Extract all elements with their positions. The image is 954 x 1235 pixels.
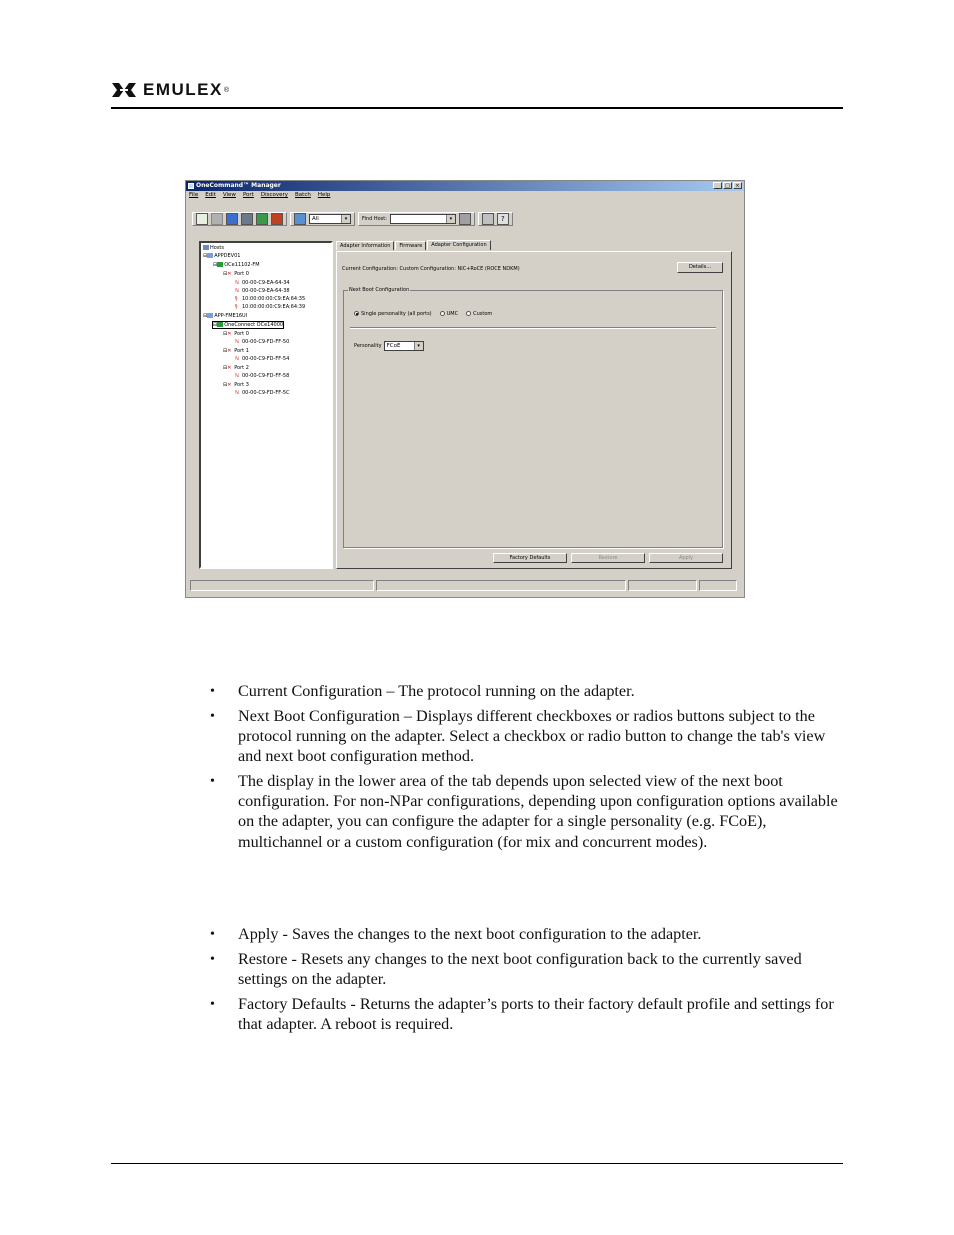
list-item: The display in the lower area of the tab depends upon selected view of the next boot configuration. For non-NPar configurations, depending upon configuration options available on the adapter, you can configure the adapter for a single personality (e.g. FCoE), multichannel or a custom configuration (for mix and concurrent modes). [238, 772, 838, 851]
tree-node-port[interactable]: ⊟✕ Port 1 [223, 348, 249, 354]
tree-node-mac[interactable]: ℕ 00-00-C9-FD-FF-54 [235, 356, 290, 362]
trademark-symbol: ® [223, 86, 230, 94]
tree-node-host[interactable]: ⊟ APP-FME16UI [203, 313, 248, 319]
minimize-button[interactable]: _ [713, 182, 722, 189]
tab-strip [336, 241, 492, 250]
menu-help[interactable]: Help [317, 192, 331, 198]
personality-label: Personality [354, 343, 382, 349]
emulex-logo [111, 80, 229, 100]
close-button[interactable]: × [733, 182, 742, 189]
discovery-tree [199, 241, 333, 569]
tree-node-port[interactable]: ⊟✕ Port 3 [223, 382, 249, 388]
tree-node-host[interactable]: ⊟ APPDEV01 [203, 253, 241, 259]
title-bar [186, 181, 744, 191]
tree-node-mac[interactable]: ℕ 00-00-C9-FD-FF-5C [235, 390, 290, 396]
personality-row [354, 341, 424, 351]
menu-port[interactable]: Port [242, 192, 254, 198]
adapter-icon[interactable] [256, 213, 268, 225]
list-item: Current Configuration – The protocol running on the adapter. [238, 682, 635, 700]
menu-batch[interactable]: Batch [295, 192, 311, 198]
footer-rule [111, 1163, 843, 1164]
fabric-view-icon[interactable] [211, 213, 223, 225]
list-item: Apply - Saves the changes to the next boot configuration to the adapter. [238, 925, 702, 943]
discover-icon[interactable] [241, 213, 253, 225]
find-icon[interactable] [459, 213, 471, 225]
restore-button[interactable]: Restore [571, 553, 645, 563]
nic-icon: ℕ [235, 356, 240, 362]
action-buttons [493, 553, 723, 563]
list-item: Restore - Resets any changes to the next boot configuration back to the currently saved settings on the adapter. [238, 950, 802, 989]
whats-this-icon[interactable] [482, 213, 494, 225]
personality-select[interactable] [384, 341, 424, 351]
chevron-down-icon: ▾ [446, 215, 455, 223]
menu-bar [189, 192, 330, 198]
toolbar-group-find [358, 212, 475, 226]
next-boot-configuration-title: Next Boot Configuration [349, 287, 410, 293]
details-panel [336, 239, 733, 569]
personality-value: FCoE [386, 343, 401, 349]
fcoe-icon: § [235, 296, 238, 302]
tree-node-port[interactable]: ⊟✕ Port 0 [223, 271, 249, 277]
toolbar [192, 209, 516, 229]
adapter-configuration-page [336, 251, 732, 569]
chevron-down-icon: ▾ [414, 342, 423, 350]
bullet-icon: • [210, 709, 215, 724]
tree-node-mac[interactable]: ℕ 00-00-C9-FD-FF-50 [235, 339, 290, 345]
tree-node-adapter[interactable]: ⊟ OCe11102-FM [213, 262, 260, 268]
adapter-icon [217, 322, 223, 327]
tab-adapter-configuration[interactable]: Adapter Configuration [427, 240, 490, 250]
toolbar-group-help [478, 212, 513, 226]
radio-umc[interactable]: UMC [440, 311, 458, 317]
port-icon: ✕ [227, 331, 232, 337]
virtual-ports-icon[interactable] [226, 213, 238, 225]
tab-firmware[interactable]: Firmware [395, 241, 426, 250]
tree-node-adapter-selected[interactable]: ⊟ OneConnect OCe14000 [213, 322, 284, 328]
next-boot-configuration-group [343, 287, 723, 548]
bullet-icon: • [210, 952, 215, 967]
help-icon[interactable]: ? [497, 213, 509, 225]
host-icon [207, 253, 213, 258]
local-hba-icon[interactable] [271, 213, 283, 225]
apply-button[interactable]: Apply [649, 553, 723, 563]
emulex-logo-icon [111, 81, 137, 99]
status-bar [190, 580, 740, 591]
nic-icon: ℕ [235, 339, 240, 345]
maximize-button[interactable]: □ [723, 182, 732, 189]
port-icon: ✕ [227, 271, 232, 277]
bullet-icon: • [210, 774, 215, 789]
factory-defaults-button[interactable]: Factory Defaults [493, 553, 567, 563]
nic-icon: ℕ [235, 280, 240, 286]
port-icon: ✕ [227, 365, 232, 371]
status-panel [190, 580, 374, 591]
menu-edit[interactable]: Edit [205, 192, 216, 198]
tree-node-mac[interactable]: ℕ 00-00-C9-EA-64-34 [235, 280, 290, 286]
nic-icon: ℕ [235, 390, 240, 396]
tree-node-mac[interactable]: ℕ 00-00-C9-FD-FF-58 [235, 373, 290, 379]
tree-node-wwpn[interactable]: § 10:00:00:00:C9:EA:64:35 [235, 296, 306, 302]
scope-select-value: All [312, 216, 319, 222]
brand-name: EMULEX [143, 80, 223, 99]
radio-icon [466, 311, 471, 316]
list-item: Factory Defaults - Returns the adapter’s ports to their factory default profile and settings for that adapter. A reboot is required. [238, 995, 834, 1034]
nic-icon: ℕ [235, 373, 240, 379]
menu-discovery[interactable]: Discovery [260, 192, 289, 198]
group-icon[interactable] [294, 213, 306, 225]
status-panel [628, 580, 697, 591]
tree-node-hosts[interactable]: Hosts [203, 245, 224, 251]
bullet-icon: • [210, 927, 215, 942]
bullet-icon: • [210, 997, 215, 1012]
window-title: OneCommand™ Manager [196, 182, 281, 189]
bullet-icon: • [210, 684, 215, 699]
hosts-icon [203, 245, 209, 250]
onecommand-manager-window [185, 180, 745, 598]
toolbar-group-scope [290, 212, 355, 226]
nic-icon: ℕ [235, 288, 240, 294]
radio-icon [440, 311, 445, 316]
tree-node-wwpn[interactable]: § 10:00:00:00:C9:EA:64:39 [235, 304, 306, 310]
tree-node-port[interactable]: ⊟✕ Port 2 [223, 365, 249, 371]
host-icon [207, 313, 213, 318]
adapter-icon [217, 262, 223, 267]
current-configuration: Current Configuration: Custom Configuration: NIC+RoCE (ROCE NDKM) [342, 266, 520, 272]
status-panel [699, 580, 737, 591]
menu-view[interactable]: View [222, 192, 236, 198]
toolbar-group-views [192, 212, 287, 226]
tree-node-port[interactable]: ⊟✕ Port 0 [223, 331, 249, 337]
header-rule [111, 107, 843, 109]
find-host-input[interactable] [390, 214, 456, 224]
fcoe-icon: § [235, 304, 238, 310]
tree-node-mac[interactable]: ℕ 00-00-C9-EA-64-38 [235, 288, 290, 294]
tab-adapter-information[interactable]: Adapter Information [336, 241, 394, 250]
status-panel [376, 580, 626, 591]
personality-mode-radios [354, 311, 492, 317]
radio-selected-icon [354, 311, 359, 316]
list-item: Next Boot Configuration – Displays different checkboxes or radios buttons subject to the protocol running on the adapter. Select a checkbox or radio button to change the tab's view and next boot configuration method. [238, 707, 826, 766]
find-host-label: Find Host: [362, 216, 387, 222]
app-icon [188, 183, 194, 189]
menu-file[interactable]: File [189, 192, 199, 198]
chevron-down-icon: ▾ [341, 215, 350, 223]
host-view-icon[interactable] [196, 213, 208, 225]
group-separator [350, 327, 716, 329]
radio-single-personality[interactable]: Single personality (all ports) [354, 311, 432, 317]
radio-custom[interactable]: Custom [466, 311, 492, 317]
details-button[interactable]: Details... [677, 262, 723, 273]
scope-select[interactable] [309, 214, 351, 224]
port-icon: ✕ [227, 382, 232, 388]
port-icon: ✕ [227, 348, 232, 354]
